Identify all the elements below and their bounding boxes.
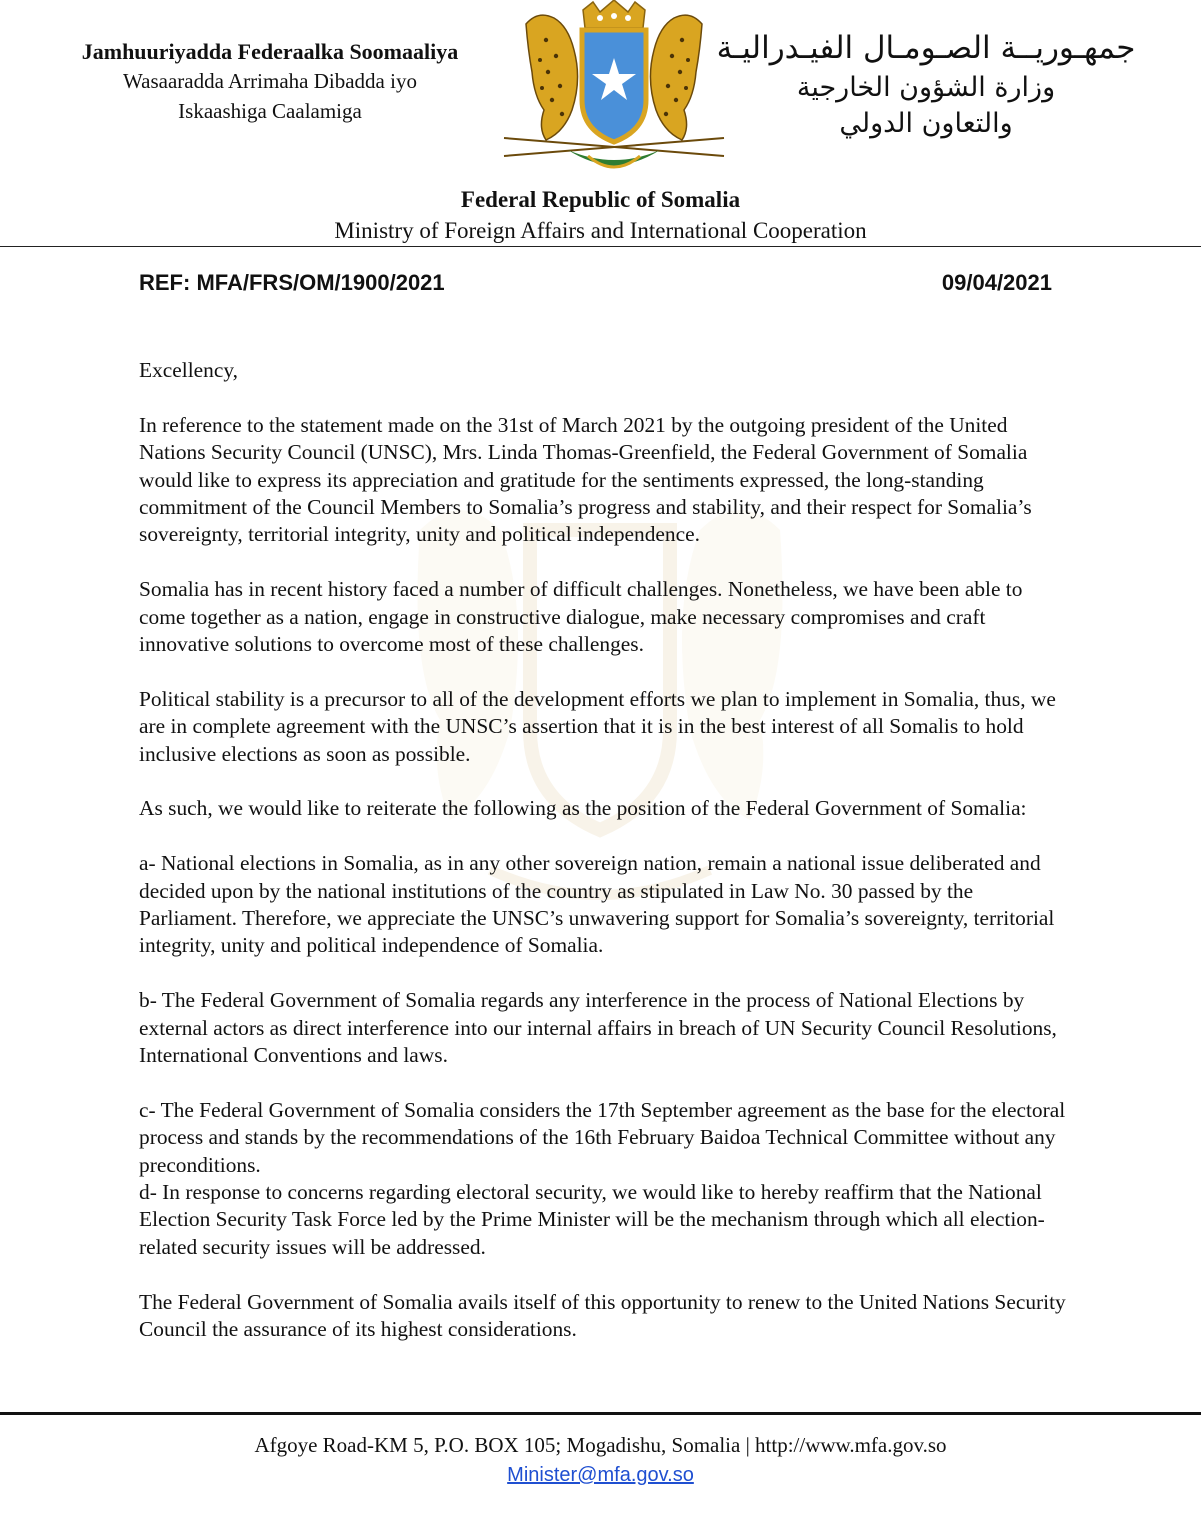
header-somali-line2: Wasaaradda Arrimaha Dibadda iyo <box>123 69 417 93</box>
closing-paragraph: The Federal Government of Somalia avails itself of this opportunity to renew to the United Nations Security Council the assurance of its highest considerations. <box>139 1289 1066 1342</box>
header-arabic-line1: جمهـوريــة الصـومـال الفيـدراليـة <box>716 30 1136 66</box>
header-somali-line1: Jamhuuriyadda Federaalka Soomaaliya <box>81 39 459 64</box>
footer-address: Afgoye Road-KM 5, P.O. BOX 105; Mogadishu, Somalia | http://www.mfa.gov.so <box>254 1433 947 1457</box>
header-arabic <box>691 26 1161 142</box>
ministry-title: Ministry of Foreign Affairs and International Cooperation <box>334 218 867 243</box>
footer <box>0 1431 1201 1490</box>
header-divider <box>0 246 1201 247</box>
reference-number: REF: MFA/FRS/OM/1900/2021 <box>139 270 445 295</box>
point-b: b- The Federal Government of Somalia regards any interference in the process of National Elections by external actors as direct interference into our internal affairs in breach of UN Security Council Resolutions, International Conventions and laws. <box>139 988 1057 1068</box>
salutation: Excellency, <box>139 358 238 382</box>
republic-title: Federal Republic of Somalia <box>460 187 741 212</box>
paragraph-challenges: Somalia has in recent history faced a number of difficult challenges. Nonetheless, we have been able to come together as a nation, engage in constructive dialogue, make necessary compromises and craft innovative solutions to overcome most of these challenges. <box>139 577 1023 657</box>
letter-date: 09/04/2021 <box>941 270 1052 295</box>
header-arabic-line3: والتعاون الدولي <box>839 108 1013 139</box>
letter-body <box>139 357 1074 1344</box>
header-somali-line3: Iskaashiga Caalamiga <box>178 99 362 123</box>
point-a: a- National elections in Somalia, as in any other sovereign nation, remain a national issue deliberated and decided upon by the national institutions of the country as stipulated in Law No. 30 passed by the Parliament. Therefore, we appreciate the UNSC’s unwavering support for Somalia’s sovereignty, territorial integrity, unity and political independence of Somalia. <box>139 851 1055 958</box>
footer-divider <box>0 1412 1201 1415</box>
paragraph-statement: In reference to the statement made on the 31st of March 2021 by the outgoing president of the United Nations Security Council (UNSC), Mrs. Linda Thomas-Greenfield, the Federal Government of Somalia would like to express its appreciation and gratitude for the sentiments expressed, the long-standing commitment of the Council Members to Somalia’s progress and stability, and their respect for Somalia’s sovereignty, territorial integrity, unity and political independence. <box>139 412 1032 547</box>
point-d: d- In response to concerns regarding electoral security, we would like to hereby reaffirm that the National Election Security Task Force led by the Prime Minister will be the mechanism through which all election-related security issues will be addressed. <box>139 1180 1045 1259</box>
footer-email-link[interactable]: Minister@mfa.gov.so <box>507 1464 694 1486</box>
letterhead-title <box>0 184 1201 246</box>
point-c: c- The Federal Government of Somalia considers the 17th September agreement as the base for the electoral process and stands by the recommendations of the 16th February Baidoa Technical Committee without any preconditions. <box>139 1097 1066 1177</box>
paragraph-position-intro: As such, we would like to reiterate the following as the position of the Federal Government of Somalia: <box>139 796 1027 821</box>
header-arabic-line2: وزارة الشؤون الخارجية <box>796 72 1056 103</box>
paragraph-stability: Political stability is a precursor to all of the development efforts we plan to implement in Somalia, thus, we are in complete agreement with the UNSC’s assertion that it is in the best interest of all Somalis to hold inclusive elections as soon as possible. <box>139 686 1056 766</box>
header-somali <box>30 38 510 126</box>
